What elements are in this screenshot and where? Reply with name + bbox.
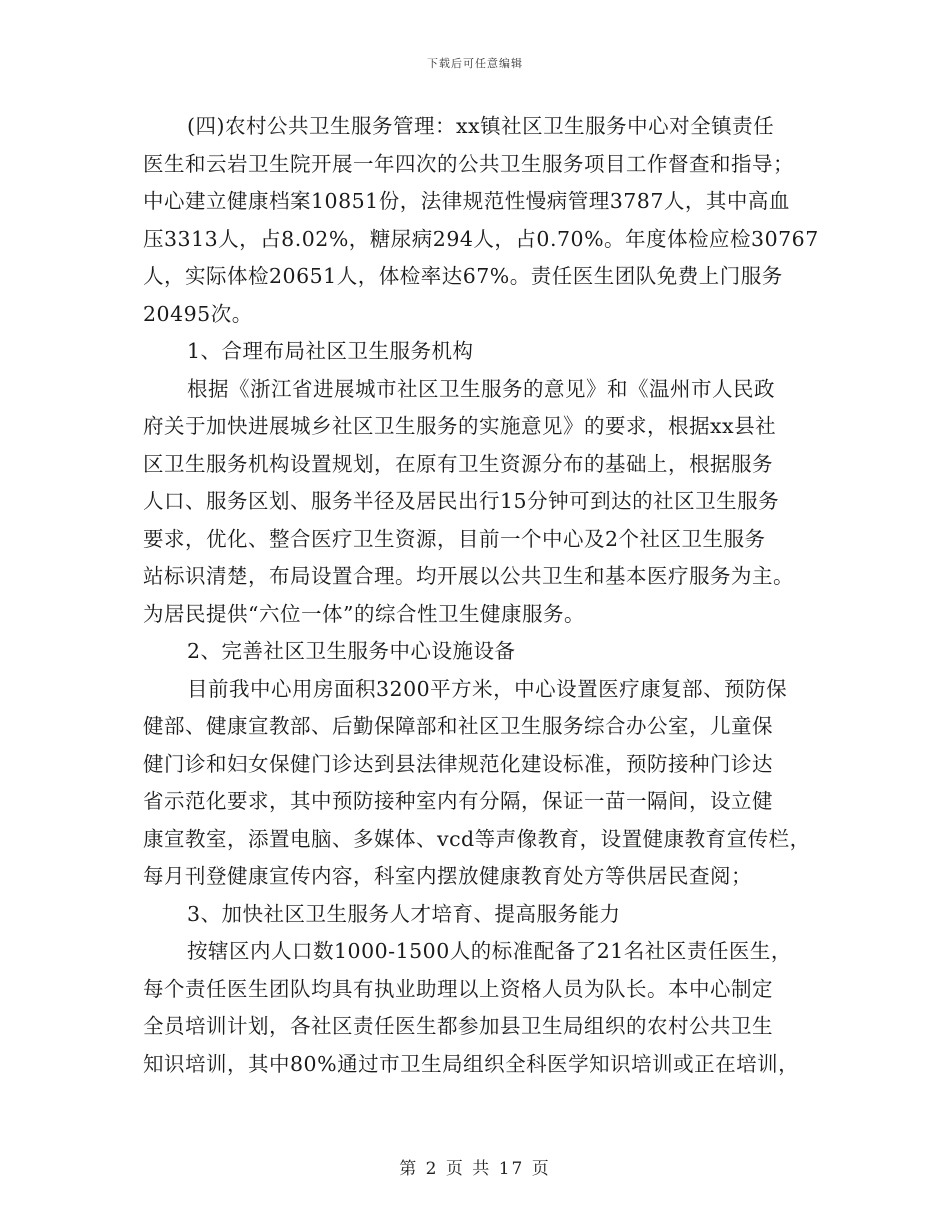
paragraph-line: 健门诊和妇女保健门诊达到县法律规范化建设标准，预防接种门诊达 xyxy=(143,751,773,776)
paragraph-line: 根据《浙江省进展城市社区卫生服务的意见》和《温州市人民政 xyxy=(187,376,775,401)
paragraph-line: 20495次。 xyxy=(143,301,253,326)
section-heading: 3、加快社区卫生服务人才培育、提高服务能力 xyxy=(187,901,621,926)
paragraph-line: 中心建立健康档案10851份，法律规范性慢病管理3787人，其中高血 xyxy=(143,189,790,213)
paragraph-line: 目前我中心用房面积3200平方米，中心设置医疗康复部、预防保 xyxy=(187,676,788,701)
paragraph-line: 人，实际体检20651人，体检率达67%。责任医生团队免费上门服务 xyxy=(143,264,783,288)
document-body xyxy=(143,108,818,1083)
section-heading: 2、完善社区卫生服务中心设施设备 xyxy=(187,639,516,663)
paragraph-line: 为居民提供“六位一体”的综合性卫生健康服务。 xyxy=(143,601,585,626)
paragraph-line: 每月刊登健康宣传内容，科室内摆放健康教育处方等供居民查阅； xyxy=(143,864,752,888)
paragraph-line: (四)农村公共卫生服务管理：xx镇社区卫生服务中心对全镇责任 xyxy=(187,114,775,138)
paragraph-line: 压3313人，占8.02%，糖尿病294人，占0.70%。年度体检应检30767 xyxy=(143,226,819,251)
paragraph-line: 人口、服务区划、服务半径及居民出行15分钟可到达的社区卫生服务 xyxy=(143,489,780,513)
paragraph-line: 每个责任医生团队均具有执业助理以上资格人员为队长。本中心制定 xyxy=(143,976,773,1001)
paragraph-line: 要求，优化、整合医疗卫生资源，目前一个中心及2个社区卫生服务 xyxy=(143,526,766,551)
page-number-footer xyxy=(0,1154,950,1179)
paragraph-line: 知识培训，其中80%通过市卫生局组织全科医学知识培训或正在培训， xyxy=(143,1051,800,1076)
paragraph-line: 康宣教室，添置电脑、多媒体、vcd等声像教育，设置健康教育宣传栏， xyxy=(143,826,811,851)
paragraph-line: 全员培训计划，各社区责任医生都参加县卫生局组织的农村公共卫生 xyxy=(143,1014,773,1038)
paragraph-line: 医生和云岩卫生院开展一年四次的公共卫生服务项目工作督查和指导； xyxy=(143,151,794,176)
paragraph-line: 府关于加快进展城乡社区卫生服务的实施意见》的要求，根据xx县社 xyxy=(143,414,777,438)
paragraph-line: 区卫生服务机构设置规划，在原有卫生资源分布的基础上，根据服务 xyxy=(143,451,773,476)
section-heading: 1、合理布局社区卫生服务机构 xyxy=(187,339,474,363)
paragraph-line: 健部、健康宣教部、后勤保障部和社区卫生服务综合办公室，儿童保 xyxy=(143,714,773,738)
paragraph-line: 站标识清楚，布局设置合理。均开展以公共卫生和基本医疗服务为主。 xyxy=(143,564,794,588)
page-number-label: 第 2 页 共 17 页 xyxy=(399,1159,551,1179)
paragraph-line: 省示范化要求，其中预防接种室内有分隔，保证一苗一隔间，设立健 xyxy=(143,789,773,813)
paragraph-line: 按辖区内人口数1000-1500人的标准配备了21名社区责任医生， xyxy=(187,939,792,963)
header-note: 下载后可任意编辑 xyxy=(427,57,523,70)
